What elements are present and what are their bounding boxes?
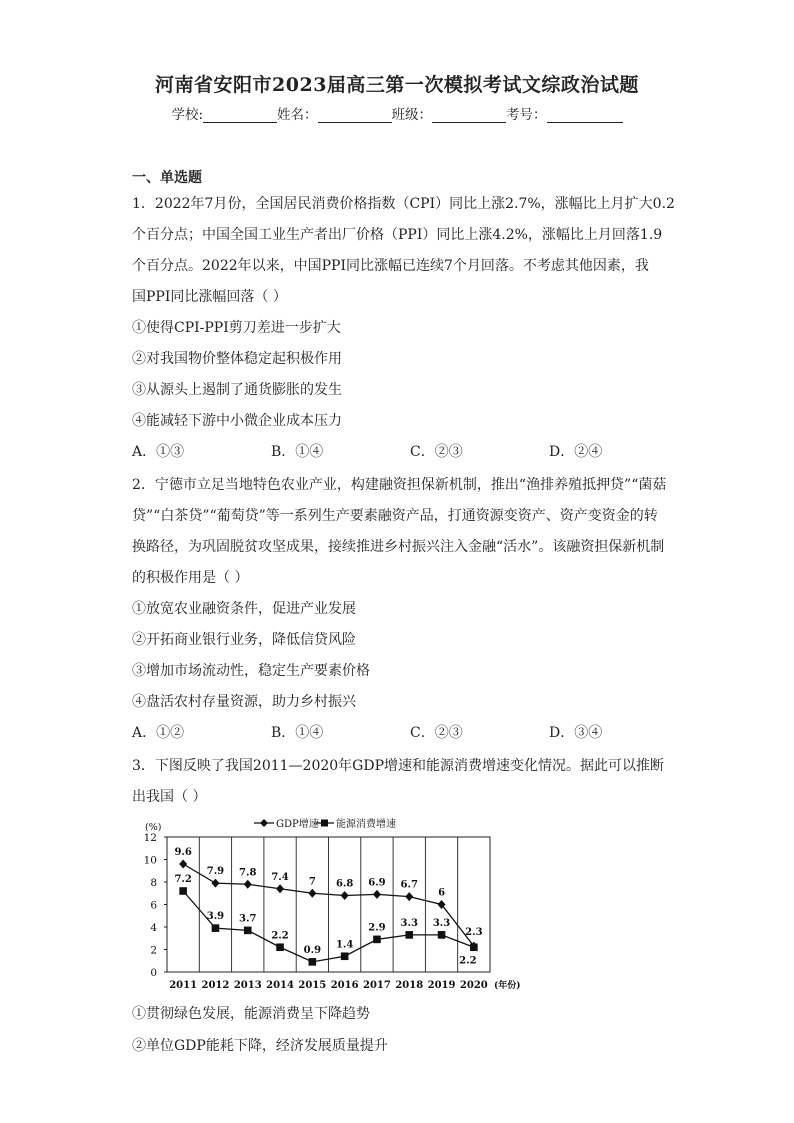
energy-data-label: 3.3 bbox=[400, 917, 418, 929]
q1-statement: ①使得CPI-PPI剪刀差进一步扩大 bbox=[132, 320, 341, 336]
energy-data-label: 7.2 bbox=[174, 874, 192, 885]
school-label: 学校: bbox=[171, 107, 204, 123]
q2-statement: ④盘活农村存量资源，助力乡村振兴 bbox=[132, 694, 356, 710]
x-tick-label: 2020 bbox=[459, 980, 488, 991]
energy-point bbox=[470, 943, 478, 951]
gdp-data-label: 6.8 bbox=[335, 878, 354, 890]
energy-data-label: 2.9 bbox=[368, 922, 386, 934]
y-tick-label: 10 bbox=[143, 854, 157, 867]
x-tick-label: 2014 bbox=[266, 980, 294, 991]
energy-point bbox=[309, 958, 317, 966]
name-label: 姓名： bbox=[277, 107, 318, 123]
gdp-point bbox=[373, 890, 381, 899]
gdp-point bbox=[211, 879, 219, 888]
energy-point bbox=[341, 952, 349, 960]
gdp-point bbox=[341, 891, 349, 900]
gdp-data-label: 7 bbox=[308, 876, 316, 888]
q1-option-d[interactable]: D．②④ bbox=[549, 444, 603, 460]
section-title: 一、单选题 bbox=[132, 170, 202, 186]
q1-stem-line: 个百分点。2022年以来，中国PPI同比涨幅已连续7个月回落。不考虑其他因素，我 bbox=[132, 258, 649, 274]
y-tick-label: 6 bbox=[150, 899, 157, 912]
gdp-data-label: 6.7 bbox=[400, 879, 418, 891]
legend-label-gdp: GDP增速 bbox=[276, 819, 319, 830]
energy-point bbox=[179, 887, 187, 895]
q1-statement: ②对我国物价整体稳定起积极作用 bbox=[132, 351, 342, 367]
energy-data-label: 3.3 bbox=[432, 917, 451, 929]
y-tick-label: 2 bbox=[150, 944, 157, 957]
q3-stem-line: 3．下图反映了我国2011—2020年GDP增速和能源消费增速变化情况。据此可以推断 bbox=[132, 758, 664, 774]
x-tick-label: 2017 bbox=[363, 980, 391, 991]
gdp-point bbox=[405, 892, 413, 901]
q1-statement: ③从源头上遏制了通货膨胀的发生 bbox=[132, 382, 342, 398]
gdp-data-label: 2.3 bbox=[465, 927, 483, 939]
energy-data-label: 2.2 bbox=[271, 930, 289, 942]
energy-data-label: 3.9 bbox=[206, 911, 225, 923]
gdp-point bbox=[179, 860, 187, 869]
legend-marker-diamond bbox=[260, 819, 268, 827]
q2-option-c[interactable]: C．②③ bbox=[410, 725, 463, 741]
gdp-data-label: 7.4 bbox=[271, 871, 289, 883]
y-axis-label: (%) bbox=[145, 822, 162, 833]
x-tick-label: 2019 bbox=[427, 980, 456, 991]
q2-statement: ②开拓商业银行业务，降低信贷风险 bbox=[132, 632, 356, 648]
q2-stem-line: 换路径，为巩固脱贫攻坚成果，接续推进乡村振兴注入金融“活水”。该融资担保新机制 bbox=[132, 539, 665, 555]
q3-stem-line: 出我国（ ） bbox=[132, 789, 207, 805]
energy-data-label: 3.7 bbox=[239, 913, 257, 925]
x-tick-label: 2018 bbox=[395, 980, 424, 991]
q2-statement: ①放宽农业融资条件，促进产业发展 bbox=[132, 601, 356, 617]
q1-option-a[interactable]: A．①③ bbox=[132, 444, 185, 460]
gdp-data-label: 6 bbox=[438, 887, 446, 899]
gdp-point bbox=[276, 884, 284, 893]
gdp-point bbox=[308, 889, 316, 898]
energy-point bbox=[373, 936, 381, 944]
q2-stem-line: 的积极作用是（ ） bbox=[132, 570, 249, 586]
q2-statement: ③增加市场流动性，稳定生产要素价格 bbox=[132, 663, 370, 679]
energy-point bbox=[212, 924, 220, 932]
q1-stem-line: 个百分点；中国全国工业生产者出厂价格（PPI）同比上涨4.2%，涨幅比上月回落1.9 bbox=[132, 227, 663, 243]
x-tick-label: 2011 bbox=[169, 980, 198, 991]
q2-option-d[interactable]: D．③④ bbox=[549, 725, 603, 741]
x-tick-label: 2016 bbox=[330, 980, 359, 991]
gdp-data-label: 6.9 bbox=[368, 877, 386, 889]
q3-statement: ②单位GDP能耗下降，经济发展质量提升 bbox=[132, 1038, 388, 1054]
q2-option-b[interactable]: B．①④ bbox=[271, 725, 324, 741]
energy-point bbox=[276, 943, 284, 951]
school-blank[interactable] bbox=[203, 108, 277, 123]
legend-label-energy: 能源消费增速 bbox=[336, 819, 396, 830]
q1-option-c[interactable]: C．②③ bbox=[410, 444, 463, 460]
gdp-data-label: 7.9 bbox=[206, 866, 225, 878]
y-tick-label: 8 bbox=[150, 877, 157, 889]
exam-no-label: 考号： bbox=[506, 107, 547, 123]
page-title: 河南省安阳市2023届高三第一次模拟考试文综政治试题 bbox=[155, 74, 639, 96]
x-tick-label: 2015 bbox=[298, 980, 327, 991]
y-tick-label: 0 bbox=[150, 967, 157, 979]
gdp-data-label: 9.6 bbox=[174, 847, 192, 858]
name-blank[interactable] bbox=[318, 108, 392, 123]
energy-point bbox=[438, 931, 446, 939]
class-label: 班级： bbox=[391, 107, 433, 123]
q3-statement: ①贯彻绿色发展，能源消费呈下降趋势 bbox=[132, 1006, 370, 1022]
energy-point bbox=[244, 927, 252, 935]
energy-data-label: 1.4 bbox=[335, 939, 354, 951]
y-tick-label: 12 bbox=[143, 832, 157, 844]
q2-option-a[interactable]: A．①② bbox=[132, 725, 185, 741]
energy-data-label: 2.2 bbox=[459, 955, 477, 967]
x-axis-label: (年份) bbox=[494, 981, 521, 991]
gdp-data-label: 7.8 bbox=[239, 867, 257, 879]
y-tick-label: 4 bbox=[150, 922, 157, 934]
q2-stem-line: 2．宁德市立足当地特色农业产业，构建融资担保新机制，推出“渔排养殖抵押贷”“菌菇 bbox=[132, 477, 667, 493]
class-blank[interactable] bbox=[432, 108, 506, 123]
exam-no-blank[interactable] bbox=[547, 108, 623, 123]
gdp-point bbox=[244, 880, 252, 889]
student-info-line bbox=[0, 103, 794, 123]
x-tick-label: 2012 bbox=[201, 980, 230, 991]
x-tick-label: 2013 bbox=[233, 980, 262, 991]
energy-point bbox=[405, 931, 413, 939]
q1-stem-line: 1．2022年7月份，全国居民消费价格指数（CPI）同比上涨2.7%，涨幅比上月扩大0.2 bbox=[132, 196, 675, 212]
q1-stem-line: 国PPI同比涨幅回落（ ） bbox=[132, 289, 287, 305]
energy-data-label: 0.9 bbox=[303, 944, 322, 956]
gdp-energy-line-chart bbox=[130, 812, 530, 994]
q1-statement: ④能减轻下游中小微企业成本压力 bbox=[132, 413, 342, 429]
q2-stem-line: 贷”“白茶贷”“葡萄贷”等一系列生产要素融资产品，打通资源变资产、资产变资金的转 bbox=[132, 508, 658, 524]
legend-marker-square bbox=[321, 820, 328, 827]
q1-option-b[interactable]: B．①④ bbox=[271, 444, 324, 460]
